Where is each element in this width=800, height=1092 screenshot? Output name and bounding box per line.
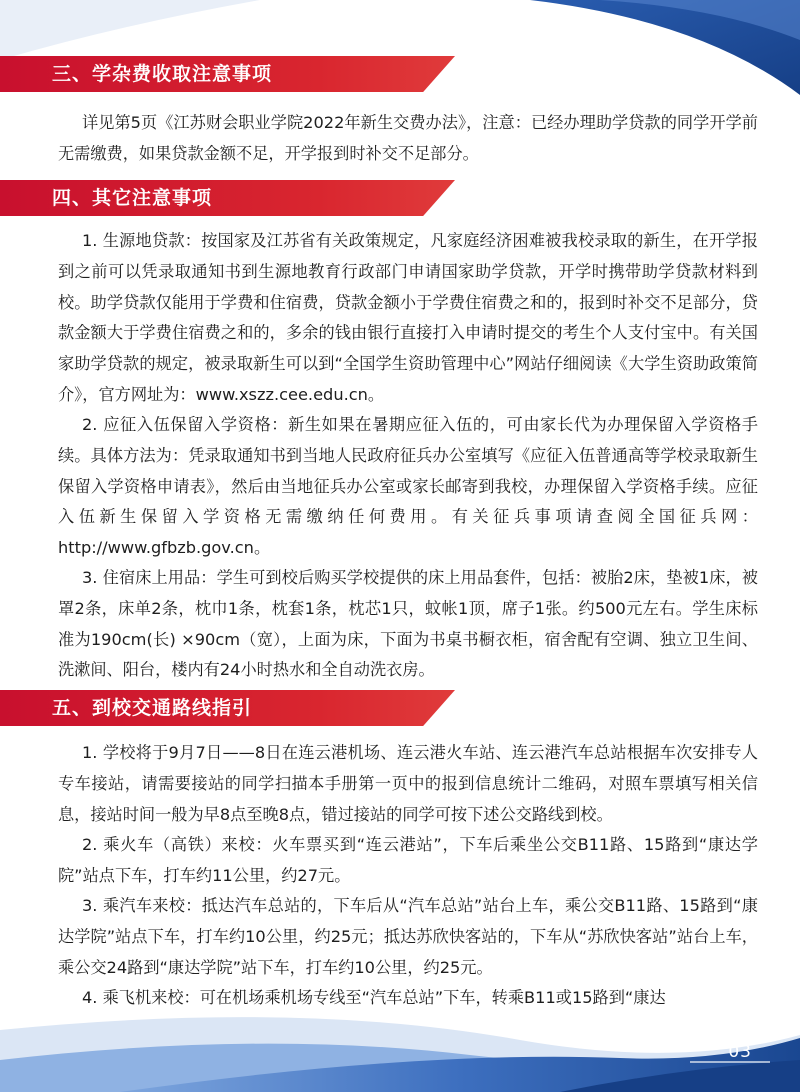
bedding-paragraph: 3. 住宿床上用品：学生可到校后购买学校提供的床上用品套件，包括：被胎2床，垫被1床，被罩2条，床单2条，枕巾1条，枕套1条，枕芯1只，蚊帐1顶，席子1张。约500元左右。学生床标准为190cm(长) ×90cm（宽），上面为床，下面为书桌书橱衣柜，宿舍配有空调、独立卫生间、洗漱间、阳台，楼内有24小时热水和全自动洗衣房。 [58,568,758,680]
plane-paragraph: 4. 乘飞机来校：可在机场乘机场专线至“汽车总站”下车，转乘B11或15路到“康达 [82,988,666,1007]
section-title-other-notes: 四、其它注意事项 [52,187,213,209]
section-title-fees: 三、学杂费收取注意事项 [52,63,273,85]
enlistment-paragraph: 2. 应征入伍保留入学资格：新生如果在暑期应征入伍的，可由家长代为办理保留入学资格手续。具体方法为：凭录取通知书到当地人民政府征兵办公室填写《应征入伍普通高等学校录取新生保留入学资格申请表》，然后由当地征兵办公室或家长邮寄到我校，办理保留入学资格手续。应征入伍新生保留入学资格无需缴纳任何费用。有关征兵事项请查阅全国征兵网：http://www.gfbzb.gov.cn。 [58,415,758,558]
section-title-transport: 五、到校交通路线指引 [52,697,253,719]
pickup-paragraph: 1. 学校将于9月7日——8日在连云港机场、连云港火车站、连云港汽车总站根据车次安排专人专车接站，请需要接站的同学扫描本手册第一页中的报到信息统计二维码，对照车票填写相关信息，接站时间一般为早8点至晚8点，错过接站的同学可按下述公交路线到校。 [58,743,758,824]
bus-paragraph: 3. 乘汽车来校：抵达汽车总站的，下车后从“汽车总站”站台上车，乘公交B11路、15路到“康达学院”站点下车，打车约10公里，约25元；抵达苏欣快客站的，下车从“苏欣快客站”站台上车，乘公交24路到“康达学院”站下车，打车约10公里，约25元。 [58,896,758,977]
loan-paragraph: 1. 生源地贷款：按国家及江苏省有关政策规定，凡家庭经济困难被我校录取的新生，在开学报到之前可以凭录取通知书到生源地教育行政部门申请国家助学贷款，开学时携带助学贷款材料到校。助学贷款仅能用于学费和住宿费，贷款金额小于学费住宿费之和的，报到时补交不足部分，贷款金额大于学费住宿费之和的，多余的钱由银行直接打入申请时提交的考生个人支付宝中。有关国家助学贷款的规定，被录取新生可以到“全国学生资助管理中心”网站仔细阅读《大学生资助政策简介》，官方网址为：www.xszz.cee.edu.cn。 [58,231,758,404]
page-number: 03 [728,1042,752,1062]
fees-paragraph: 详见第5页《江苏财会职业学院2022年新生交费办法》，注意：已经办理助学贷款的同学开学前无需缴费，如果贷款金额不足，开学报到时补交不足部分。 [58,113,758,163]
train-paragraph: 2. 乘火车（高铁）来校：火车票买到“连云港站”，下车后乘坐公交B11路、15路到“康达学院”站点下车，打车约11公里，约27元。 [58,835,758,885]
